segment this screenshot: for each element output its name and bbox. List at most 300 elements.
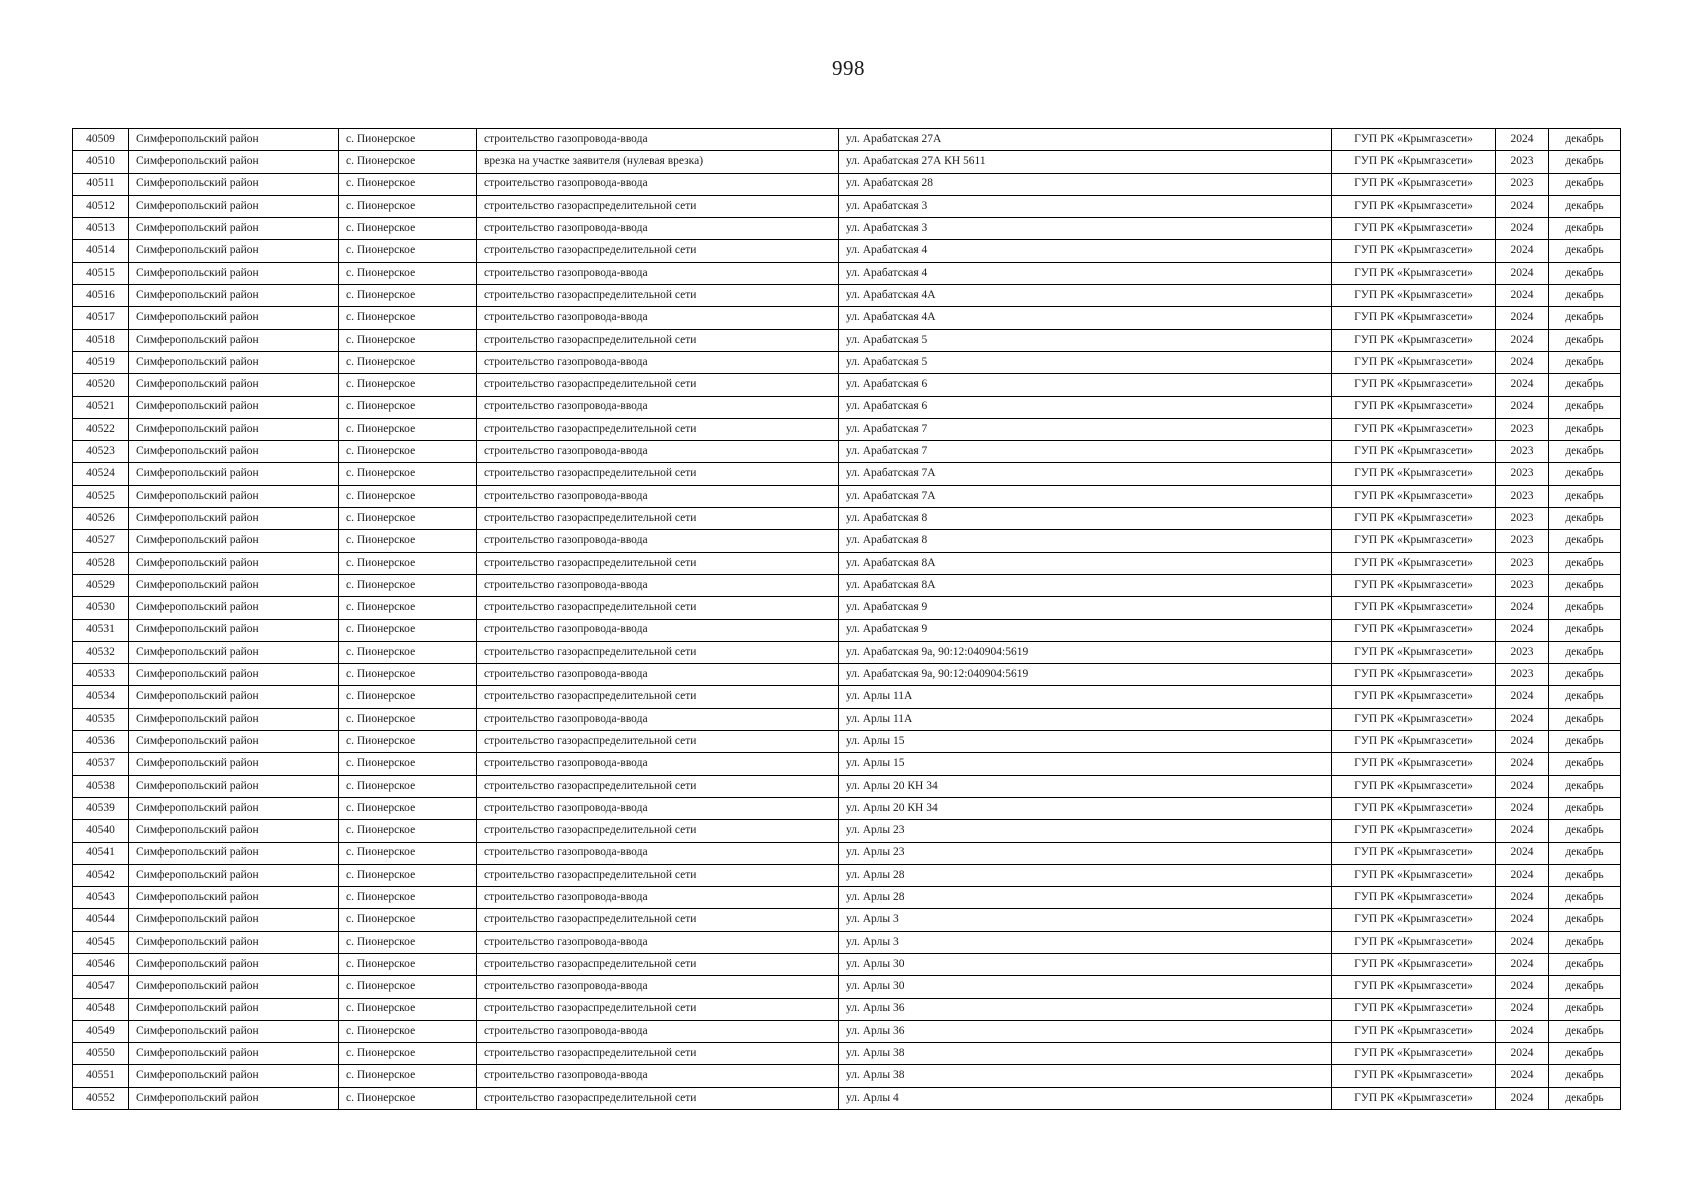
month-cell: декабрь xyxy=(1549,842,1621,864)
work-type-cell: строительство газопровода-ввода xyxy=(477,307,839,329)
district-cell: Симферопольский район xyxy=(129,329,339,351)
table-row xyxy=(73,842,1621,864)
month-cell: декабрь xyxy=(1549,1065,1621,1087)
record-number-cell: 40543 xyxy=(73,887,129,909)
address-cell: ул. Арабатская 7А xyxy=(839,485,1332,507)
work-type-cell: строительство газопровода-ввода xyxy=(477,218,839,240)
district-cell: Симферопольский район xyxy=(129,686,339,708)
year-cell: 2024 xyxy=(1496,351,1549,373)
district-cell: Симферопольский район xyxy=(129,351,339,373)
year-cell: 2024 xyxy=(1496,218,1549,240)
table-row xyxy=(73,686,1621,708)
address-cell: ул. Арабатская 4А xyxy=(839,285,1332,307)
address-cell: ул. Арабатская 28 xyxy=(839,173,1332,195)
year-cell: 2024 xyxy=(1496,619,1549,641)
work-type-cell: строительство газораспределительной сети xyxy=(477,909,839,931)
address-cell: ул. Арлы 3 xyxy=(839,909,1332,931)
address-cell: ул. Арлы 15 xyxy=(839,753,1332,775)
address-cell: ул. Арабатская 9а, 90:12:040904:5619 xyxy=(839,664,1332,686)
record-number-cell: 40522 xyxy=(73,418,129,440)
record-number-cell: 40540 xyxy=(73,820,129,842)
month-cell: декабрь xyxy=(1549,820,1621,842)
year-cell: 2024 xyxy=(1496,797,1549,819)
settlement-cell: с. Пионерское xyxy=(339,307,477,329)
month-cell: декабрь xyxy=(1549,195,1621,217)
organization-cell: ГУП РК «Крымгазсети» xyxy=(1332,864,1496,886)
address-cell: ул. Арабатская 8 xyxy=(839,508,1332,530)
organization-cell: ГУП РК «Крымгазсети» xyxy=(1332,731,1496,753)
table-row xyxy=(73,530,1621,552)
table-row xyxy=(73,931,1621,953)
work-type-cell: строительство газопровода-ввода xyxy=(477,129,839,151)
table-row xyxy=(73,1043,1621,1065)
month-cell: декабрь xyxy=(1549,285,1621,307)
district-cell: Симферопольский район xyxy=(129,619,339,641)
address-cell: ул. Арабатская 27А КН 5611 xyxy=(839,151,1332,173)
table-row xyxy=(73,463,1621,485)
record-number-cell: 40520 xyxy=(73,374,129,396)
year-cell: 2023 xyxy=(1496,574,1549,596)
month-cell: декабрь xyxy=(1549,463,1621,485)
record-number-cell: 40511 xyxy=(73,173,129,195)
table-row xyxy=(73,351,1621,373)
organization-cell: ГУП РК «Крымгазсети» xyxy=(1332,976,1496,998)
record-number-cell: 40542 xyxy=(73,864,129,886)
table-row xyxy=(73,909,1621,931)
year-cell: 2024 xyxy=(1496,953,1549,975)
settlement-cell: с. Пионерское xyxy=(339,775,477,797)
address-cell: ул. Арлы 36 xyxy=(839,1020,1332,1042)
organization-cell: ГУП РК «Крымгазсети» xyxy=(1332,396,1496,418)
work-type-cell: строительство газопровода-ввода xyxy=(477,485,839,507)
work-type-cell: строительство газораспределительной сети xyxy=(477,552,839,574)
table-row xyxy=(73,418,1621,440)
district-cell: Симферопольский район xyxy=(129,262,339,284)
month-cell: декабрь xyxy=(1549,864,1621,886)
settlement-cell: с. Пионерское xyxy=(339,820,477,842)
organization-cell: ГУП РК «Крымгазсети» xyxy=(1332,1043,1496,1065)
settlement-cell: с. Пионерское xyxy=(339,753,477,775)
address-cell: ул. Арлы 20 КН 34 xyxy=(839,797,1332,819)
year-cell: 2024 xyxy=(1496,240,1549,262)
district-cell: Симферопольский район xyxy=(129,240,339,262)
organization-cell: ГУП РК «Крымгазсети» xyxy=(1332,887,1496,909)
work-type-cell: строительство газораспределительной сети xyxy=(477,463,839,485)
month-cell: декабрь xyxy=(1549,240,1621,262)
year-cell: 2023 xyxy=(1496,508,1549,530)
settlement-cell: с. Пионерское xyxy=(339,285,477,307)
table-row xyxy=(73,129,1621,151)
organization-cell: ГУП РК «Крымгазсети» xyxy=(1332,842,1496,864)
month-cell: декабрь xyxy=(1549,151,1621,173)
work-type-cell: строительство газораспределительной сети xyxy=(477,374,839,396)
table-row xyxy=(73,396,1621,418)
organization-cell: ГУП РК «Крымгазсети» xyxy=(1332,664,1496,686)
work-type-cell: строительство газораспределительной сети xyxy=(477,864,839,886)
month-cell: декабрь xyxy=(1549,797,1621,819)
record-number-cell: 40552 xyxy=(73,1087,129,1109)
year-cell: 2024 xyxy=(1496,129,1549,151)
work-type-cell: строительство газопровода-ввода xyxy=(477,976,839,998)
work-type-cell: строительство газопровода-ввода xyxy=(477,262,839,284)
record-number-cell: 40516 xyxy=(73,285,129,307)
record-number-cell: 40512 xyxy=(73,195,129,217)
district-cell: Симферопольский район xyxy=(129,396,339,418)
record-number-cell: 40524 xyxy=(73,463,129,485)
table-row xyxy=(73,976,1621,998)
district-cell: Симферопольский район xyxy=(129,864,339,886)
work-type-cell: строительство газопровода-ввода xyxy=(477,619,839,641)
table-row xyxy=(73,619,1621,641)
year-cell: 2023 xyxy=(1496,173,1549,195)
settlement-cell: с. Пионерское xyxy=(339,1043,477,1065)
year-cell: 2024 xyxy=(1496,1020,1549,1042)
district-cell: Симферопольский район xyxy=(129,953,339,975)
month-cell: декабрь xyxy=(1549,218,1621,240)
record-number-cell: 40532 xyxy=(73,641,129,663)
district-cell: Симферопольский район xyxy=(129,129,339,151)
address-cell: ул. Арлы 30 xyxy=(839,953,1332,975)
settlement-cell: с. Пионерское xyxy=(339,374,477,396)
settlement-cell: с. Пионерское xyxy=(339,864,477,886)
district-cell: Симферопольский район xyxy=(129,597,339,619)
district-cell: Симферопольский район xyxy=(129,731,339,753)
record-number-cell: 40539 xyxy=(73,797,129,819)
work-type-cell: строительство газопровода-ввода xyxy=(477,574,839,596)
organization-cell: ГУП РК «Крымгазсети» xyxy=(1332,463,1496,485)
address-cell: ул. Арабатская 6 xyxy=(839,396,1332,418)
record-number-cell: 40509 xyxy=(73,129,129,151)
record-number-cell: 40533 xyxy=(73,664,129,686)
record-number-cell: 40534 xyxy=(73,686,129,708)
district-cell: Симферопольский район xyxy=(129,1065,339,1087)
address-cell: ул. Арабатская 9 xyxy=(839,597,1332,619)
record-number-cell: 40535 xyxy=(73,708,129,730)
table-row xyxy=(73,864,1621,886)
month-cell: декабрь xyxy=(1549,574,1621,596)
year-cell: 2024 xyxy=(1496,998,1549,1020)
work-type-cell: строительство газопровода-ввода xyxy=(477,441,839,463)
organization-cell: ГУП РК «Крымгазсети» xyxy=(1332,753,1496,775)
settlement-cell: с. Пионерское xyxy=(339,151,477,173)
address-cell: ул. Арлы 4 xyxy=(839,1087,1332,1109)
organization-cell: ГУП РК «Крымгазсети» xyxy=(1332,953,1496,975)
month-cell: декабрь xyxy=(1549,976,1621,998)
page-number: 998 xyxy=(832,56,865,80)
work-type-cell: строительство газораспределительной сети xyxy=(477,597,839,619)
district-cell: Симферопольский район xyxy=(129,775,339,797)
table-row xyxy=(73,953,1621,975)
table-row xyxy=(73,753,1621,775)
settlement-cell: с. Пионерское xyxy=(339,909,477,931)
address-cell: ул. Арабатская 7А xyxy=(839,463,1332,485)
settlement-cell: с. Пионерское xyxy=(339,887,477,909)
district-cell: Симферопольский район xyxy=(129,664,339,686)
work-type-cell: строительство газораспределительной сети xyxy=(477,731,839,753)
work-type-cell: строительство газораспределительной сети xyxy=(477,418,839,440)
address-cell: ул. Арлы 38 xyxy=(839,1043,1332,1065)
address-cell: ул. Арабатская 8 xyxy=(839,530,1332,552)
work-type-cell: строительство газораспределительной сети xyxy=(477,686,839,708)
year-cell: 2024 xyxy=(1496,597,1549,619)
settlement-cell: с. Пионерское xyxy=(339,664,477,686)
settlement-cell: с. Пионерское xyxy=(339,552,477,574)
table-row xyxy=(73,195,1621,217)
district-cell: Симферопольский район xyxy=(129,998,339,1020)
month-cell: декабрь xyxy=(1549,887,1621,909)
settlement-cell: с. Пионерское xyxy=(339,1020,477,1042)
district-cell: Симферопольский район xyxy=(129,218,339,240)
address-cell: ул. Арлы 28 xyxy=(839,887,1332,909)
year-cell: 2024 xyxy=(1496,708,1549,730)
district-cell: Симферопольский район xyxy=(129,797,339,819)
year-cell: 2023 xyxy=(1496,463,1549,485)
month-cell: декабрь xyxy=(1549,374,1621,396)
month-cell: декабрь xyxy=(1549,129,1621,151)
record-number-cell: 40551 xyxy=(73,1065,129,1087)
district-cell: Симферопольский район xyxy=(129,552,339,574)
address-cell: ул. Арабатская 5 xyxy=(839,351,1332,373)
district-cell: Симферопольский район xyxy=(129,307,339,329)
organization-cell: ГУП РК «Крымгазсети» xyxy=(1332,1020,1496,1042)
month-cell: декабрь xyxy=(1549,1020,1621,1042)
address-cell: ул. Арабатская 8А xyxy=(839,552,1332,574)
settlement-cell: с. Пионерское xyxy=(339,396,477,418)
year-cell: 2023 xyxy=(1496,664,1549,686)
district-cell: Симферопольский район xyxy=(129,753,339,775)
address-cell: ул. Арлы 11А xyxy=(839,686,1332,708)
work-type-cell: строительство газопровода-ввода xyxy=(477,842,839,864)
organization-cell: ГУП РК «Крымгазсети» xyxy=(1332,285,1496,307)
district-cell: Симферопольский район xyxy=(129,887,339,909)
district-cell: Симферопольский район xyxy=(129,909,339,931)
work-type-cell: строительство газораспределительной сети xyxy=(477,329,839,351)
organization-cell: ГУП РК «Крымгазсети» xyxy=(1332,374,1496,396)
settlement-cell: с. Пионерское xyxy=(339,441,477,463)
district-cell: Симферопольский район xyxy=(129,463,339,485)
record-number-cell: 40541 xyxy=(73,842,129,864)
district-cell: Симферопольский район xyxy=(129,842,339,864)
district-cell: Симферопольский район xyxy=(129,418,339,440)
year-cell: 2024 xyxy=(1496,775,1549,797)
address-cell: ул. Арабатская 3 xyxy=(839,195,1332,217)
organization-cell: ГУП РК «Крымгазсети» xyxy=(1332,1065,1496,1087)
work-type-cell: строительство газораспределительной сети xyxy=(477,240,839,262)
settlement-cell: с. Пионерское xyxy=(339,240,477,262)
record-number-cell: 40527 xyxy=(73,530,129,552)
organization-cell: ГУП РК «Крымгазсети» xyxy=(1332,329,1496,351)
organization-cell: ГУП РК «Крымгазсети» xyxy=(1332,307,1496,329)
work-type-cell: строительство газопровода-ввода xyxy=(477,753,839,775)
work-type-cell: врезка на участке заявителя (нулевая врезка) xyxy=(477,151,839,173)
work-type-cell: строительство газопровода-ввода xyxy=(477,351,839,373)
work-type-cell: строительство газораспределительной сети xyxy=(477,775,839,797)
work-type-cell: строительство газопровода-ввода xyxy=(477,887,839,909)
organization-cell: ГУП РК «Крымгазсети» xyxy=(1332,129,1496,151)
record-number-cell: 40517 xyxy=(73,307,129,329)
district-cell: Симферопольский район xyxy=(129,820,339,842)
settlement-cell: с. Пионерское xyxy=(339,686,477,708)
month-cell: декабрь xyxy=(1549,597,1621,619)
work-type-cell: строительство газораспределительной сети xyxy=(477,1043,839,1065)
district-cell: Симферопольский район xyxy=(129,285,339,307)
month-cell: декабрь xyxy=(1549,508,1621,530)
address-cell: ул. Арабатская 9а, 90:12:040904:5619 xyxy=(839,641,1332,663)
month-cell: декабрь xyxy=(1549,775,1621,797)
settlement-cell: с. Пионерское xyxy=(339,1065,477,1087)
record-number-cell: 40510 xyxy=(73,151,129,173)
month-cell: декабрь xyxy=(1549,998,1621,1020)
year-cell: 2024 xyxy=(1496,1087,1549,1109)
organization-cell: ГУП РК «Крымгазсети» xyxy=(1332,195,1496,217)
table-row xyxy=(73,664,1621,686)
record-number-cell: 40537 xyxy=(73,753,129,775)
table-row xyxy=(73,151,1621,173)
record-number-cell: 40523 xyxy=(73,441,129,463)
work-type-cell: строительство газораспределительной сети xyxy=(477,285,839,307)
month-cell: декабрь xyxy=(1549,1087,1621,1109)
table-row xyxy=(73,262,1621,284)
month-cell: декабрь xyxy=(1549,307,1621,329)
organization-cell: ГУП РК «Крымгазсети» xyxy=(1332,485,1496,507)
organization-cell: ГУП РК «Крымгазсети» xyxy=(1332,173,1496,195)
organization-cell: ГУП РК «Крымгазсети» xyxy=(1332,552,1496,574)
settlement-cell: с. Пионерское xyxy=(339,797,477,819)
address-cell: ул. Арлы 11А xyxy=(839,708,1332,730)
work-type-cell: строительство газопровода-ввода xyxy=(477,1065,839,1087)
record-number-cell: 40544 xyxy=(73,909,129,931)
year-cell: 2024 xyxy=(1496,686,1549,708)
month-cell: декабрь xyxy=(1549,485,1621,507)
work-type-cell: строительство газопровода-ввода xyxy=(477,1020,839,1042)
settlement-cell: с. Пионерское xyxy=(339,129,477,151)
record-number-cell: 40545 xyxy=(73,931,129,953)
organization-cell: ГУП РК «Крымгазсети» xyxy=(1332,909,1496,931)
organization-cell: ГУП РК «Крымгазсети» xyxy=(1332,351,1496,373)
record-number-cell: 40515 xyxy=(73,262,129,284)
organization-cell: ГУП РК «Крымгазсети» xyxy=(1332,708,1496,730)
district-cell: Симферопольский район xyxy=(129,441,339,463)
year-cell: 2024 xyxy=(1496,307,1549,329)
organization-cell: ГУП РК «Крымгазсети» xyxy=(1332,686,1496,708)
table-row xyxy=(73,552,1621,574)
address-cell: ул. Арлы 38 xyxy=(839,1065,1332,1087)
organization-cell: ГУП РК «Крымгазсети» xyxy=(1332,508,1496,530)
month-cell: декабрь xyxy=(1549,173,1621,195)
year-cell: 2024 xyxy=(1496,374,1549,396)
table-row xyxy=(73,285,1621,307)
address-cell: ул. Арабатская 5 xyxy=(839,329,1332,351)
settlement-cell: с. Пионерское xyxy=(339,262,477,284)
organization-cell: ГУП РК «Крымгазсети» xyxy=(1332,931,1496,953)
table-row xyxy=(73,820,1621,842)
record-number-cell: 40513 xyxy=(73,218,129,240)
address-cell: ул. Арлы 23 xyxy=(839,842,1332,864)
year-cell: 2024 xyxy=(1496,396,1549,418)
settlement-cell: с. Пионерское xyxy=(339,195,477,217)
district-cell: Симферопольский район xyxy=(129,931,339,953)
organization-cell: ГУП РК «Крымгазсети» xyxy=(1332,1087,1496,1109)
address-cell: ул. Арабатская 4 xyxy=(839,262,1332,284)
work-type-cell: строительство газопровода-ввода xyxy=(477,931,839,953)
settlement-cell: с. Пионерское xyxy=(339,931,477,953)
organization-cell: ГУП РК «Крымгазсети» xyxy=(1332,240,1496,262)
table-row xyxy=(73,731,1621,753)
table-row xyxy=(73,887,1621,909)
month-cell: декабрь xyxy=(1549,351,1621,373)
district-cell: Симферопольский район xyxy=(129,173,339,195)
settlement-cell: с. Пионерское xyxy=(339,329,477,351)
work-type-cell: строительство газораспределительной сети xyxy=(477,195,839,217)
year-cell: 2023 xyxy=(1496,418,1549,440)
record-number-cell: 40528 xyxy=(73,552,129,574)
table-row xyxy=(73,485,1621,507)
work-type-cell: строительство газораспределительной сети xyxy=(477,953,839,975)
record-number-cell: 40526 xyxy=(73,508,129,530)
registry-body xyxy=(73,129,1621,1110)
work-type-cell: строительство газораспределительной сети xyxy=(477,998,839,1020)
gasification-registry-table xyxy=(72,128,1621,1110)
year-cell: 2023 xyxy=(1496,441,1549,463)
address-cell: ул. Арабатская 7 xyxy=(839,418,1332,440)
year-cell: 2024 xyxy=(1496,731,1549,753)
work-type-cell: строительство газопровода-ввода xyxy=(477,173,839,195)
month-cell: декабрь xyxy=(1549,329,1621,351)
year-cell: 2023 xyxy=(1496,485,1549,507)
address-cell: ул. Арабатская 7 xyxy=(839,441,1332,463)
record-number-cell: 40548 xyxy=(73,998,129,1020)
month-cell: декабрь xyxy=(1549,909,1621,931)
address-cell: ул. Арлы 3 xyxy=(839,931,1332,953)
organization-cell: ГУП РК «Крымгазсети» xyxy=(1332,262,1496,284)
settlement-cell: с. Пионерское xyxy=(339,218,477,240)
record-number-cell: 40518 xyxy=(73,329,129,351)
month-cell: декабрь xyxy=(1549,664,1621,686)
year-cell: 2024 xyxy=(1496,864,1549,886)
record-number-cell: 40531 xyxy=(73,619,129,641)
table-row xyxy=(73,1020,1621,1042)
year-cell: 2024 xyxy=(1496,329,1549,351)
record-number-cell: 40547 xyxy=(73,976,129,998)
month-cell: декабрь xyxy=(1549,530,1621,552)
address-cell: ул. Арабатская 4А xyxy=(839,307,1332,329)
work-type-cell: строительство газопровода-ввода xyxy=(477,396,839,418)
year-cell: 2023 xyxy=(1496,530,1549,552)
district-cell: Симферопольский район xyxy=(129,976,339,998)
month-cell: декабрь xyxy=(1549,731,1621,753)
settlement-cell: с. Пионерское xyxy=(339,530,477,552)
month-cell: декабрь xyxy=(1549,1043,1621,1065)
month-cell: декабрь xyxy=(1549,641,1621,663)
settlement-cell: с. Пионерское xyxy=(339,351,477,373)
record-number-cell: 40550 xyxy=(73,1043,129,1065)
settlement-cell: с. Пионерское xyxy=(339,485,477,507)
record-number-cell: 40549 xyxy=(73,1020,129,1042)
address-cell: ул. Арлы 28 xyxy=(839,864,1332,886)
work-type-cell: строительство газопровода-ввода xyxy=(477,708,839,730)
address-cell: ул. Арлы 36 xyxy=(839,998,1332,1020)
settlement-cell: с. Пионерское xyxy=(339,508,477,530)
table-row xyxy=(73,797,1621,819)
district-cell: Симферопольский район xyxy=(129,195,339,217)
year-cell: 2024 xyxy=(1496,262,1549,284)
settlement-cell: с. Пионерское xyxy=(339,976,477,998)
organization-cell: ГУП РК «Крымгазсети» xyxy=(1332,574,1496,596)
address-cell: ул. Арабатская 3 xyxy=(839,218,1332,240)
table-row xyxy=(73,441,1621,463)
table-row xyxy=(73,307,1621,329)
month-cell: декабрь xyxy=(1549,931,1621,953)
